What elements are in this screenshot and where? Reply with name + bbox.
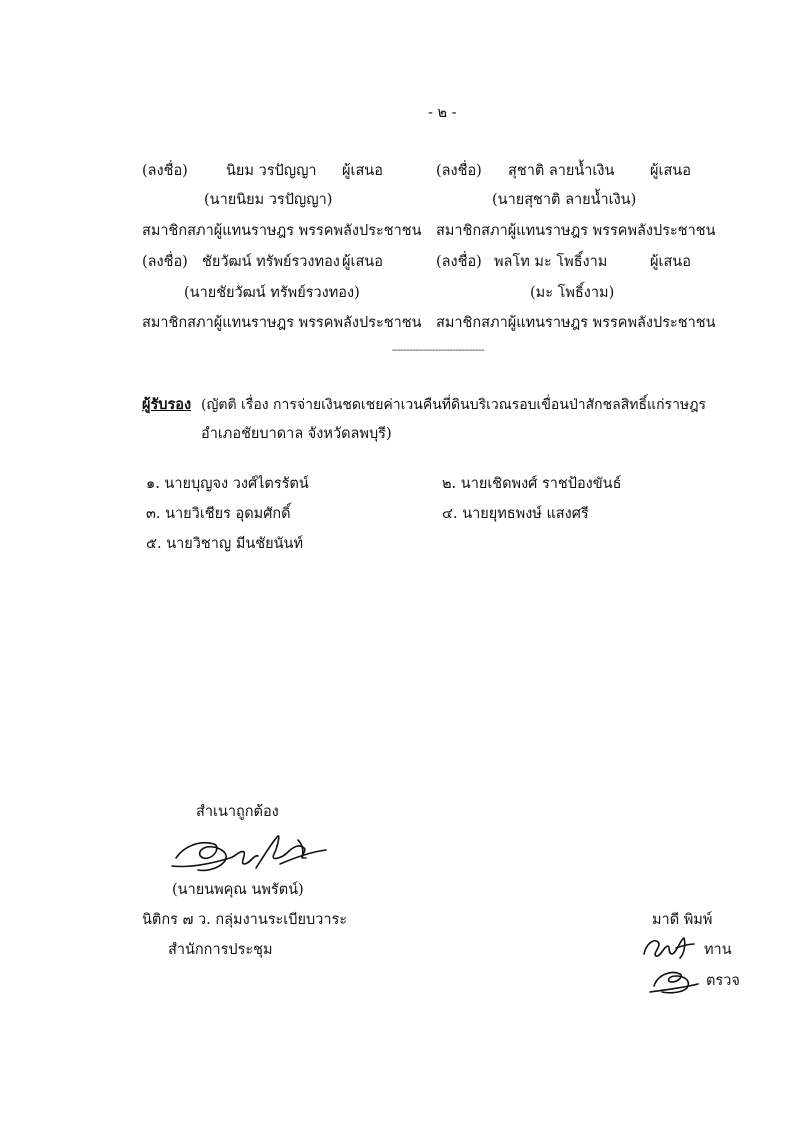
signatory-position: สมาชิกสภาผู้แทนราษฎร พรรคพลังประชาชน [436,315,716,331]
sign-prefix: (ลงชื่อ) [436,163,482,179]
signatory-full-name: (นายสุชาติ ลายน้ำเงิน) [492,192,637,208]
handwritten-signature [170,828,330,878]
endorser-item: ๕. นายวิชาญ มีนชัยนันท์ [146,536,304,552]
sign-prefix: (ลงชื่อ) [436,254,482,270]
proposer-role: ผู้เสนอ [650,254,691,270]
initials-signature [648,964,702,996]
sign-prefix: (ลงชื่อ) [142,254,188,270]
endorsers-heading: ผู้รับรอง [142,396,192,413]
signatory-full-name: (นายนิยม วรปัญญา) [204,192,333,208]
copy-certified-label: สำเนาถูกต้อง [196,804,279,820]
separator-line: -------------------------------- [392,345,485,356]
initials-signature [640,932,696,962]
endorser-item: ๓. นายวิเชียร อุดมศักดิ์ [146,506,291,522]
page-number: - ๒ - [428,105,457,121]
certifier-name: (นายนพคุณ นพรัตน์) [172,882,304,898]
endorser-item: ๒. นายเชิดพงศ์ ราชป้องขันธ์ [442,476,622,492]
motion-subject-cont: อำเภอชัยบาดาล จังหวัดลพบุรี) [201,426,392,442]
signatory-full-name: (มะ โพธิ์งาม) [530,285,615,301]
signatory-position: สมาชิกสภาผู้แทนราษฎร พรรคพลังประชาชน [142,223,422,239]
motion-subject: (ญัตติ เรื่อง การจ่ายเงินชดเชยค่าเวนคืนที่ดินบริเวณรอบเขื่อนป่าสักชลสิทธิ์แก่ราษฎร [201,397,707,413]
signed-name: ชัยวัฒน์ ทรัพย์รวงทอง [202,254,340,270]
typist-note: มาดี พิมพ์ [652,912,713,928]
checked-note: ตรวจ [706,973,740,989]
signed-name: สุชาติ ลายน้ำเงิน [508,163,615,179]
proposer-role: ผู้เสนอ [342,254,383,270]
signatory-position: สมาชิกสภาผู้แทนราษฎร พรรคพลังประชาชน [142,315,422,331]
signatory-position: สมาชิกสภาผู้แทนราษฎร พรรคพลังประชาชน [436,223,716,239]
signed-name: นิยม วรปัญญา [226,163,317,179]
certifier-title: นิติกร ๗ ว. กลุ่มงานระเบียบวาระ [142,912,348,928]
signatory-full-name: (นายชัยวัฒน์ ทรัพย์รวงทอง) [184,285,360,301]
sign-prefix: (ลงชื่อ) [142,163,188,179]
proposer-role: ผู้เสนอ [342,163,383,179]
endorser-item: ๔. นายยุทธพงษ์ แสงศรี [442,506,589,522]
proposer-role: ผู้เสนอ [650,163,691,179]
certifier-office: สำนักการประชุม [168,942,273,958]
endorser-item: ๑. นายบุญจง วงศ์ไตรรัตน์ [146,476,309,492]
transcribed-note: ทาน [704,942,732,958]
signed-name: พลโท มะ โพธิ์งาม [494,254,608,270]
